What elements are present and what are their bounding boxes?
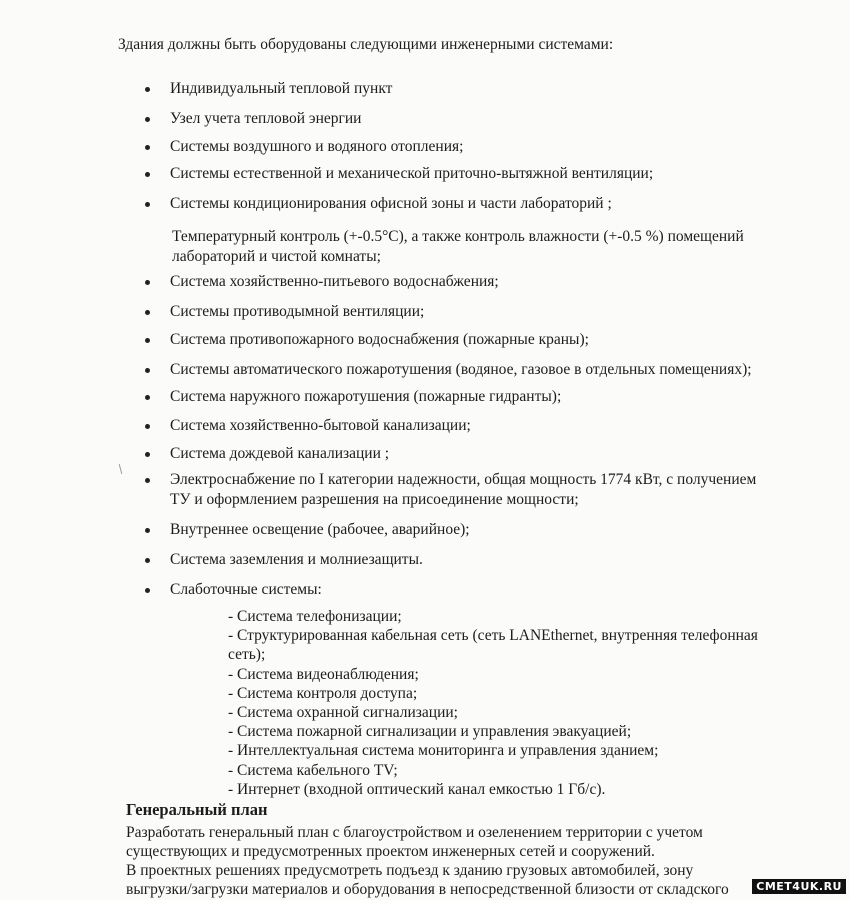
- sub-item: - Система охранной сигнализации;: [228, 704, 458, 722]
- sub-item-continuation: сеть);: [228, 646, 266, 664]
- list-item: Системы воздушного и водяного отопления;: [170, 138, 464, 155]
- list-item-power: [170, 470, 756, 510]
- list-item: Системы кондиционирования офисной зоны и части лабораторий ;: [170, 195, 612, 212]
- section-title: Генеральный план: [126, 800, 268, 819]
- list-item: Система противопожарного водоснабжения (пожарные краны);: [170, 331, 589, 348]
- paragraph-line: выгрузки/загрузки материалов и оборудования в непосредственной близости от складского: [126, 881, 729, 898]
- list-item: Индивидуальный тепловой пункт: [170, 80, 393, 97]
- paragraph-line: существующих и предусмотренных проектом инженерных сетей и сооружений.: [126, 843, 655, 860]
- sub-item: - Система пожарной сигнализации и управления эвакуацией;: [228, 723, 632, 741]
- sub-item: - Система кабельного TV;: [228, 761, 398, 779]
- sub-item: - Система телефонизации;: [228, 608, 402, 625]
- general-plan-paragraph: [126, 823, 729, 899]
- power-line: Электроснабжение по I категории надежности, общая мощность 1774 кВт, с получением: [170, 471, 757, 488]
- watermark: CMET4UK.RU: [752, 879, 846, 894]
- scan-mark: [119, 464, 123, 474]
- sub-item: - Система контроля доступа;: [228, 684, 418, 702]
- list-item: Слаботочные системы:: [170, 581, 322, 598]
- sub-item: - Система видеонаблюдения;: [228, 665, 419, 683]
- low-current-subsystems: [228, 607, 758, 799]
- paragraph-line: Разработать генеральный план с благоустройством и озеленением территории с учетом: [126, 824, 703, 841]
- sub-item: - Интеллектуальная система мониторинга и управления зданием;: [228, 742, 659, 760]
- sub-item: - Структурированная кабельная сеть (сеть LANEthernet, внутренняя телефонная: [228, 627, 758, 645]
- list-item: Системы естественной и механической приточно-вытяжной вентиляции;: [170, 165, 654, 182]
- power-line: ТУ и оформлением разрешения на присоединение мощности;: [170, 491, 579, 508]
- note-line: лабораторий и чистой комнаты;: [172, 248, 381, 265]
- list-item: Узел учета тепловой энергии: [170, 110, 362, 127]
- climate-control-note: [172, 227, 744, 267]
- intro-text: Здания должны быть оборудованы следующими инженерными системами:: [118, 36, 614, 53]
- note-line: Температурный контроль (+-0.5°С), а также контроль влажности (+-0.5 %) помещений: [172, 228, 744, 245]
- sub-item: - Интернет (входной оптический канал емкостью 1 Гб/с).: [228, 780, 606, 798]
- list-item: Система хозяйственно-питьевого водоснабжения;: [170, 273, 499, 290]
- paragraph-line: В проектных решениях предусмотреть подъезд к зданию грузовых автомобилей, зону: [126, 862, 694, 879]
- list-item: Внутреннее освещение (рабочее, аварийное);: [170, 521, 470, 538]
- list-item: Системы противодымной вентиляции;: [170, 303, 425, 320]
- list-item: Система заземления и молниезащиты.: [170, 551, 423, 568]
- list-item: Система хозяйственно-бытовой канализации;: [170, 417, 471, 434]
- list-item: Системы автоматического пожаротушения (водяное, газовое в отдельных помещениях);: [170, 361, 752, 378]
- list-item: Система наружного пожаротушения (пожарные гидранты);: [170, 388, 562, 405]
- list-item: Система дождевой канализации ;: [170, 445, 390, 462]
